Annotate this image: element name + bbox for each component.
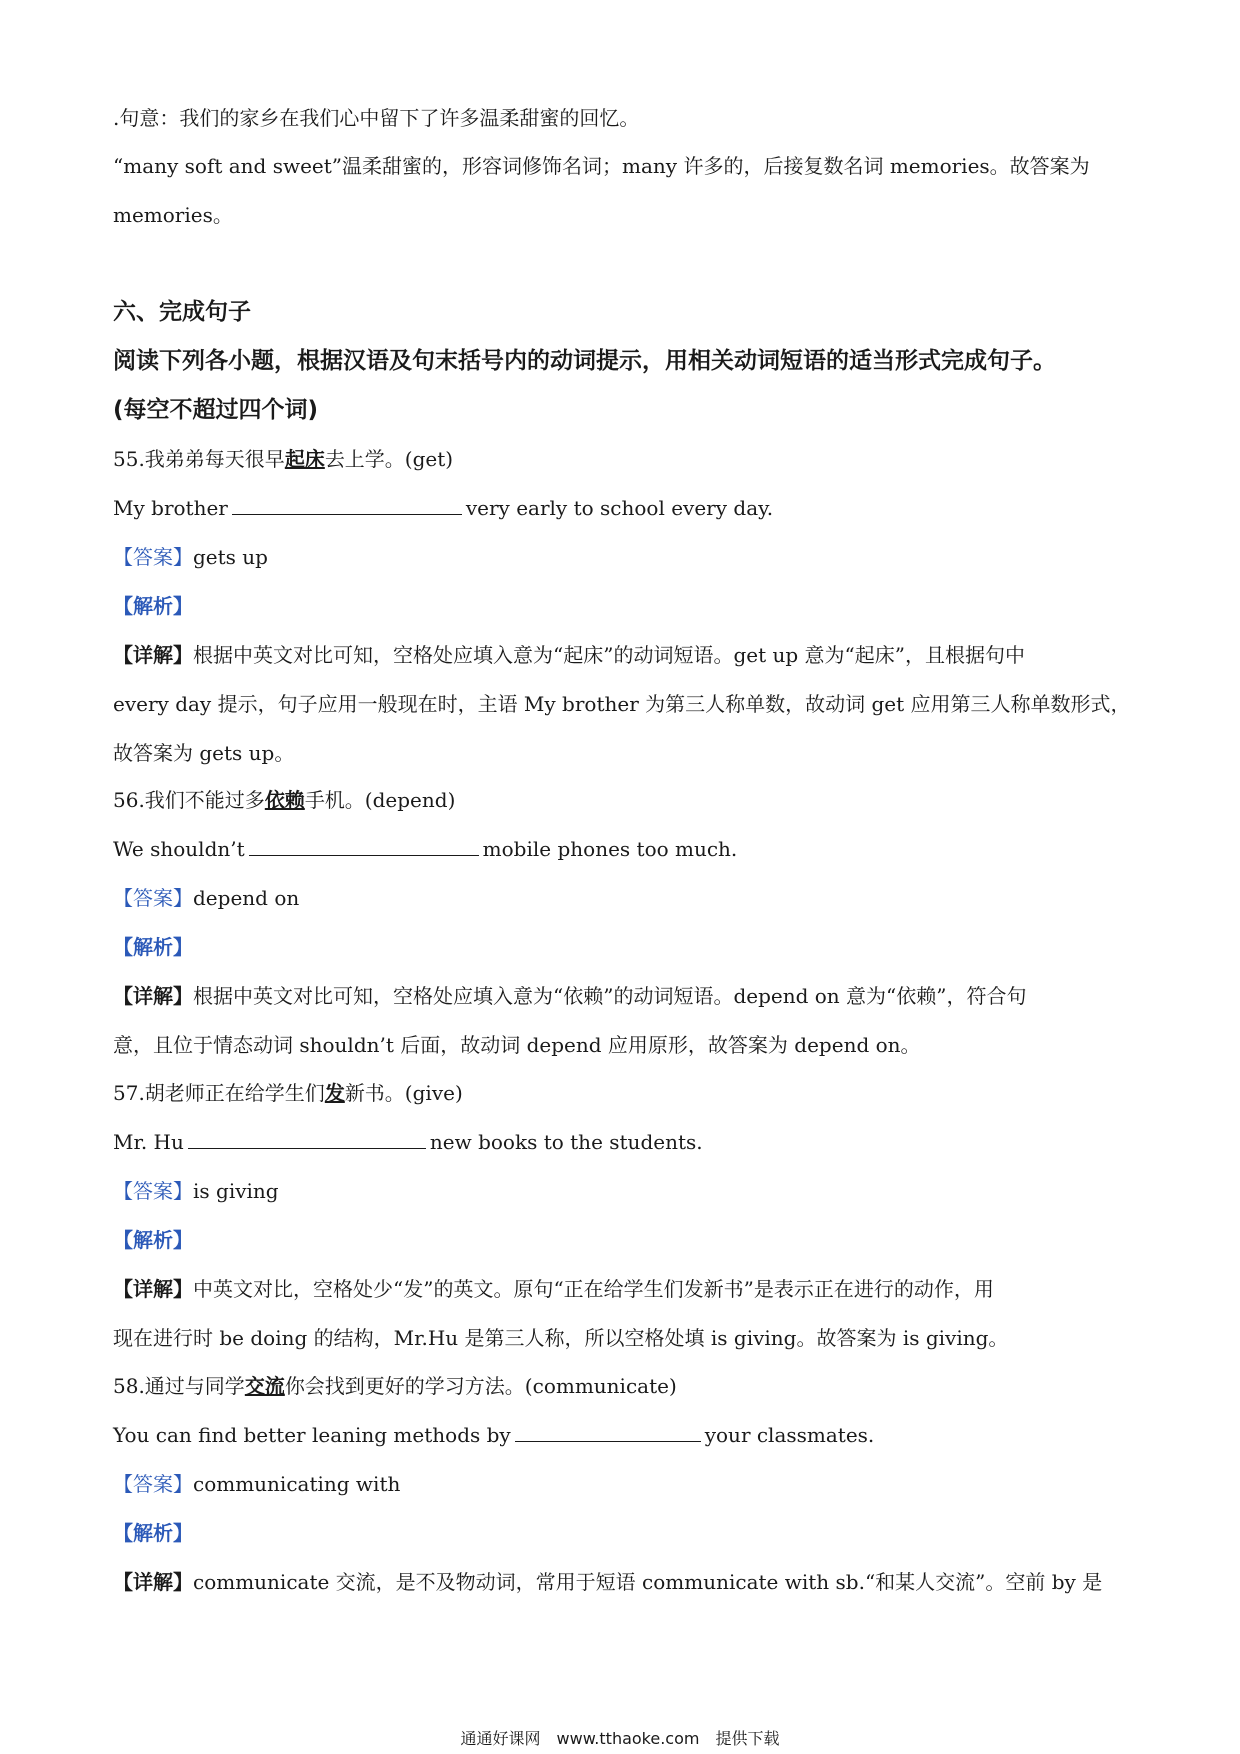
q56-chinese-prompt (113, 786, 455, 814)
q58-detail-label: 【详解】 (113, 1570, 193, 1594)
q56-answer-label: 【答案】 (113, 886, 193, 910)
q55-prompt-post: 去上学。(get) (324, 447, 454, 471)
q56-prompt-pre: 56.我们不能过多 (113, 788, 265, 812)
q57-detail-line-2: 现在进行时 be doing 的结构，Mr.Hu 是第三人称，所以空格处填 is giving。故答案为 is giving。 (113, 1326, 1009, 1350)
q55-sentence-pre: My brother (113, 496, 228, 520)
prev-explanation-line-2: memories。 (113, 203, 233, 227)
section-title: 六、完成句子 (113, 299, 251, 325)
q55-analysis-label: 【解析】 (113, 594, 193, 618)
q58-english-sentence (113, 1421, 874, 1449)
q58-keyword: 交流 (244, 1374, 285, 1398)
q57-prompt-post: 新书。(give) (344, 1081, 463, 1105)
q56-detail-line-1 (113, 982, 1027, 1010)
q57-prompt-pre: 57.胡老师正在给学生们 (113, 1081, 325, 1105)
q58-answer-label: 【答案】 (113, 1472, 193, 1496)
q57-answer-text: is giving (193, 1179, 279, 1203)
q56-sentence-pre: We shouldn’t (113, 837, 245, 861)
q55-detail-line-3: 故答案为 gets up。 (113, 741, 295, 765)
q56-detail-line-2: 意，且位于情态动词 shouldn’t 后面，故动词 depend 应用原形，故答案为 depend on。 (113, 1033, 921, 1057)
q58-analysis-label: 【解析】 (113, 1521, 193, 1545)
q55-prompt-pre: 55.我弟弟每天很早 (113, 447, 285, 471)
prev-sentence-meaning: .句意：我们的家乡在我们心中留下了许多温柔甜蜜的回忆。 (113, 106, 640, 130)
q56-answer-text: depend on (193, 886, 300, 910)
q55-detail-text-1: 根据中英文对比可知，空格处应填入意为“起床”的动词短语。get up 意为“起床”，且根据句中 (193, 643, 1025, 667)
q55-answer-text: gets up (193, 545, 268, 569)
q55-english-sentence (113, 494, 773, 522)
q57-answer (113, 1177, 279, 1205)
q56-answer (113, 884, 299, 912)
q57-analysis-label: 【解析】 (113, 1228, 193, 1252)
q56-answer-blank[interactable] (249, 837, 479, 856)
q58-detail-text-1: communicate 交流，是不及物动词，常用于短语 communicate with sb.“和某人交流”。空前 by 是 (193, 1570, 1103, 1594)
q56-detail-text-1: 根据中英文对比可知，空格处应填入意为“依赖”的动词短语。depend on 意为“依赖”，符合句 (193, 984, 1027, 1008)
q57-sentence-post: new books to the students. (429, 1130, 703, 1154)
q58-detail-line-1 (113, 1568, 1102, 1596)
q58-answer-text: communicating with (193, 1472, 401, 1496)
q55-answer-label: 【答案】 (113, 545, 193, 569)
prev-explanation-line-1: “many soft and sweet”温柔甜蜜的，形容词修饰名词；many 许多的，后接复数名词 memories。故答案为 (113, 154, 1090, 178)
q58-answer-blank[interactable] (515, 1423, 701, 1442)
q58-prompt-pre: 58.通过与同学 (113, 1374, 245, 1398)
q57-detail-line-1 (113, 1275, 994, 1303)
q55-sentence-post: very early to school every day. (465, 496, 774, 520)
section-instruction-line-1: 阅读下列各小题，根据汉语及句末括号内的动词提示，用相关动词短语的适当形式完成句子。 (113, 348, 1056, 374)
q58-prompt-post: 你会找到更好的学习方法。(communicate) (284, 1374, 677, 1398)
q58-chinese-prompt (113, 1372, 677, 1400)
q56-detail-label: 【详解】 (113, 984, 193, 1008)
q56-analysis (113, 933, 193, 961)
q56-keyword: 依赖 (264, 788, 305, 812)
q58-sentence-pre: You can find better leaning methods by (113, 1423, 511, 1447)
q57-english-sentence (113, 1128, 703, 1156)
q57-detail-label: 【详解】 (113, 1277, 193, 1301)
q55-keyword: 起床 (284, 447, 325, 471)
q55-detail-label: 【详解】 (113, 643, 193, 667)
q57-analysis (113, 1226, 193, 1254)
page-footer: 通通好课网 www.tthaoke.com 提供下载 (460, 1729, 780, 1748)
q57-answer-blank[interactable] (188, 1130, 426, 1149)
q57-keyword: 发 (324, 1081, 345, 1105)
q57-answer-label: 【答案】 (113, 1179, 193, 1203)
q58-analysis (113, 1519, 193, 1547)
section-instruction-line-2: (每空不超过四个词) (113, 397, 319, 423)
q58-answer (113, 1470, 400, 1498)
q55-detail-line-1 (113, 641, 1025, 669)
q57-detail-text-1: 中英文对比，空格处少“发”的英文。原句“正在给学生们发新书”是表示正在进行的动作，用 (193, 1277, 994, 1301)
q56-analysis-label: 【解析】 (113, 935, 193, 959)
q55-answer (113, 543, 268, 571)
q55-analysis (113, 592, 193, 620)
q56-sentence-post: mobile phones too much. (482, 837, 738, 861)
q57-chinese-prompt (113, 1079, 463, 1107)
q57-sentence-pre: Mr. Hu (113, 1130, 184, 1154)
q55-detail-line-2: every day 提示，句子应用一般现在时，主语 My brother 为第三人称单数，故动词 get 应用第三人称单数形式， (113, 692, 1131, 716)
q58-sentence-post: your classmates. (704, 1423, 875, 1447)
q56-prompt-post: 手机。(depend) (304, 788, 456, 812)
q56-english-sentence (113, 835, 737, 863)
q55-answer-blank[interactable] (232, 496, 462, 515)
q55-chinese-prompt (113, 445, 453, 473)
